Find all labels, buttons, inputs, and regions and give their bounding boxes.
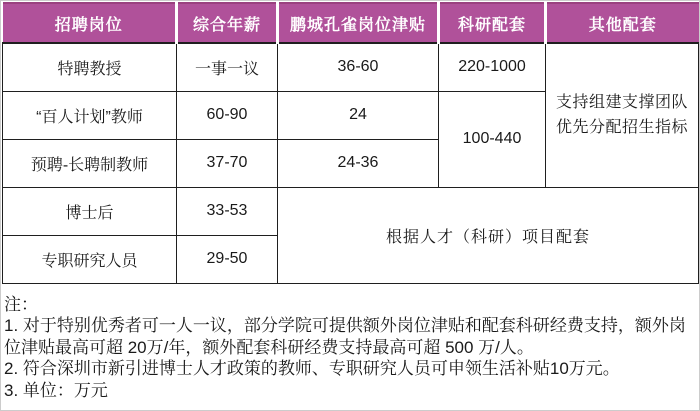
table-header-row <box>3 3 699 43</box>
cell-salary: 37-70 <box>177 139 278 187</box>
cell-project-support-merged: 根据人才（科研）项目配套 <box>278 187 699 283</box>
note-item-2: 2. 符合深圳市新引进博士人才政策的教师、专职研究人员可申领生活补贴10万元。 <box>4 359 620 378</box>
cell-position: 专职研究人员 <box>3 235 177 283</box>
cell-salary: 60-90 <box>177 91 278 139</box>
cell-position: “百人计划”教师 <box>3 91 177 139</box>
header-salary: 综合年薪 <box>177 3 278 43</box>
cell-allowance: 24 <box>278 91 439 139</box>
cell-salary: 一事一议 <box>177 43 278 91</box>
cell-position: 特聘教授 <box>3 43 177 91</box>
cell-other-support-merged <box>546 43 699 187</box>
cell-salary: 33-53 <box>177 187 278 235</box>
header-allowance: 鹏城孔雀岗位津贴 <box>278 3 439 43</box>
note-item-1: 1. 对于特别优秀者可一人一议，部分学院可提供额外岗位津贴和配套科研经费支持，额外岗位津贴最高可超 20万/年，额外配套科研经费支持最高可超 500 万/人。 <box>4 316 686 357</box>
table-row-postdoc <box>3 187 699 235</box>
table-row-distinguished-professor <box>3 43 699 91</box>
cell-position: 预聘-长聘制教师 <box>3 139 177 187</box>
cell-salary: 29-50 <box>177 235 278 283</box>
notes-section <box>1 294 699 402</box>
cell-allowance: 24-36 <box>278 139 439 187</box>
other-support-line1: 支持组建支撑团队 <box>555 94 688 112</box>
note-item-3: 3. 单位：万元 <box>4 380 108 400</box>
cell-research: 220-1000 <box>439 43 546 91</box>
cell-research-merged: 100-440 <box>439 91 546 187</box>
cell-position: 博士后 <box>3 187 177 235</box>
header-position: 招聘岗位 <box>3 3 177 43</box>
other-support-line2: 优先分配招生指标 <box>555 119 688 137</box>
notes-label: 注： <box>4 294 38 314</box>
header-research-support: 科研配套 <box>439 3 546 43</box>
recruitment-table <box>2 2 699 284</box>
header-other-support: 其他配套 <box>546 3 699 43</box>
cell-allowance: 36-60 <box>278 43 439 91</box>
